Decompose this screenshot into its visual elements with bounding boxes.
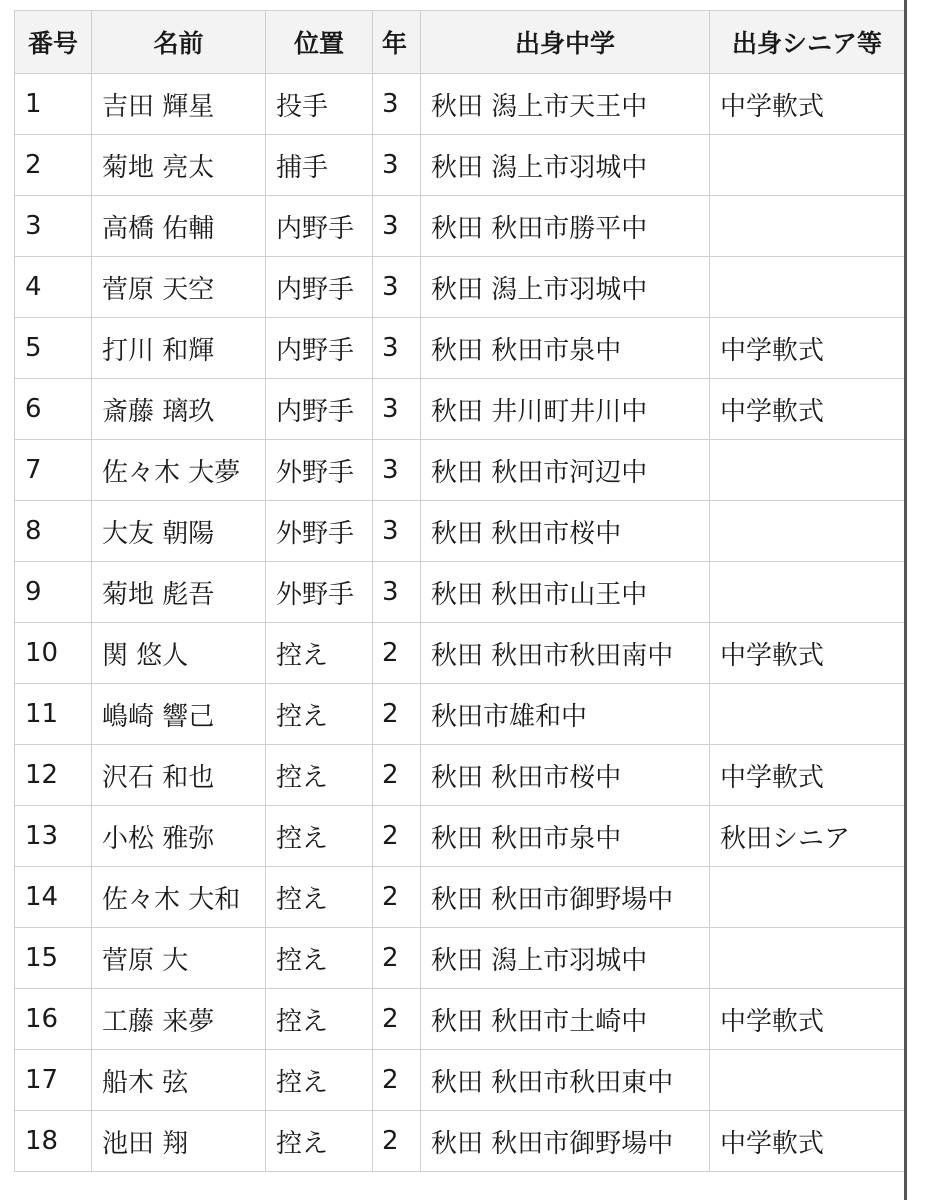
cell-position: 控え [266, 745, 373, 806]
cell-number: 8 [15, 501, 92, 562]
cell-middle-school: 秋田 秋田市泉中 [421, 806, 710, 867]
table-row [15, 74, 905, 135]
cell-position: 控え [266, 1050, 373, 1111]
cell-year: 2 [373, 867, 421, 928]
cell-senior-team [710, 928, 905, 989]
table-row [15, 745, 905, 806]
cell-name: 菊地 彪吾 [92, 562, 266, 623]
header-middle-school: 出身中学 [421, 11, 710, 74]
cell-number: 11 [15, 684, 92, 745]
cell-senior-team: 中学軟式 [710, 379, 905, 440]
table-row [15, 1111, 905, 1172]
cell-name: 佐々木 大和 [92, 867, 266, 928]
cell-position: 控え [266, 684, 373, 745]
cell-position: 外野手 [266, 501, 373, 562]
cell-name: 嶋崎 響己 [92, 684, 266, 745]
header-year: 年 [373, 11, 421, 74]
cell-senior-team [710, 135, 905, 196]
cell-year: 2 [373, 623, 421, 684]
cell-middle-school: 秋田 潟上市羽城中 [421, 135, 710, 196]
cell-name: 関 悠人 [92, 623, 266, 684]
cell-position: 投手 [266, 74, 373, 135]
table-row [15, 928, 905, 989]
cell-number: 2 [15, 135, 92, 196]
cell-middle-school: 秋田 潟上市天王中 [421, 74, 710, 135]
header-senior-team: 出身シニア等 [710, 11, 905, 74]
cell-middle-school: 秋田 秋田市桜中 [421, 501, 710, 562]
cell-number: 16 [15, 989, 92, 1050]
table-row [15, 501, 905, 562]
cell-position: 控え [266, 989, 373, 1050]
table-row [15, 440, 905, 501]
cell-middle-school: 秋田市雄和中 [421, 684, 710, 745]
cell-name: 菅原 大 [92, 928, 266, 989]
cell-senior-team [710, 257, 905, 318]
cell-name: 菅原 天空 [92, 257, 266, 318]
cell-senior-team: 秋田シニア [710, 806, 905, 867]
cell-position: 内野手 [266, 379, 373, 440]
cell-name: 打川 和輝 [92, 318, 266, 379]
cell-senior-team [710, 196, 905, 257]
header-row [15, 11, 905, 74]
cell-middle-school: 秋田 潟上市羽城中 [421, 928, 710, 989]
cell-number: 9 [15, 562, 92, 623]
cell-senior-team [710, 562, 905, 623]
cell-position: 外野手 [266, 440, 373, 501]
table-row [15, 135, 905, 196]
cell-number: 17 [15, 1050, 92, 1111]
cell-name: 池田 翔 [92, 1111, 266, 1172]
cell-year: 2 [373, 1111, 421, 1172]
cell-number: 14 [15, 867, 92, 928]
cell-number: 5 [15, 318, 92, 379]
cell-middle-school: 秋田 潟上市羽城中 [421, 257, 710, 318]
table-row [15, 257, 905, 318]
cell-senior-team [710, 440, 905, 501]
cell-middle-school: 秋田 秋田市御野場中 [421, 1111, 710, 1172]
roster-table-container [14, 10, 904, 1172]
cell-position: 内野手 [266, 196, 373, 257]
cell-name: 工藤 来夢 [92, 989, 266, 1050]
cell-position: 控え [266, 1111, 373, 1172]
cell-name: 大友 朝陽 [92, 501, 266, 562]
cell-senior-team [710, 1050, 905, 1111]
cell-senior-team: 中学軟式 [710, 623, 905, 684]
cell-middle-school: 秋田 井川町井川中 [421, 379, 710, 440]
cell-name: 菊地 亮太 [92, 135, 266, 196]
cell-middle-school: 秋田 秋田市泉中 [421, 318, 710, 379]
cell-name: 高橋 佑輔 [92, 196, 266, 257]
header-number: 番号 [15, 11, 92, 74]
cell-year: 3 [373, 135, 421, 196]
roster-table [14, 10, 905, 1172]
cell-middle-school: 秋田 秋田市秋田南中 [421, 623, 710, 684]
cell-number: 3 [15, 196, 92, 257]
cell-number: 1 [15, 74, 92, 135]
cell-senior-team [710, 684, 905, 745]
cell-number: 13 [15, 806, 92, 867]
roster-body [15, 74, 905, 1172]
cell-year: 3 [373, 562, 421, 623]
cell-position: 控え [266, 623, 373, 684]
cell-position: 外野手 [266, 562, 373, 623]
header-position: 位置 [266, 11, 373, 74]
cell-position: 控え [266, 928, 373, 989]
table-row [15, 867, 905, 928]
table-row [15, 1050, 905, 1111]
cell-senior-team: 中学軟式 [710, 989, 905, 1050]
table-row [15, 562, 905, 623]
cell-year: 2 [373, 806, 421, 867]
cell-name: 沢石 和也 [92, 745, 266, 806]
table-row [15, 806, 905, 867]
cell-year: 3 [373, 440, 421, 501]
cell-senior-team [710, 501, 905, 562]
table-row [15, 318, 905, 379]
cell-year: 2 [373, 928, 421, 989]
cell-year: 3 [373, 74, 421, 135]
table-row [15, 989, 905, 1050]
cell-middle-school: 秋田 秋田市御野場中 [421, 867, 710, 928]
table-row [15, 623, 905, 684]
cell-name: 船木 弦 [92, 1050, 266, 1111]
cell-name: 小松 雅弥 [92, 806, 266, 867]
cell-name: 吉田 輝星 [92, 74, 266, 135]
cell-position: 内野手 [266, 318, 373, 379]
cell-year: 2 [373, 745, 421, 806]
cell-number: 15 [15, 928, 92, 989]
cell-number: 4 [15, 257, 92, 318]
cell-year: 3 [373, 501, 421, 562]
table-row [15, 684, 905, 745]
cell-senior-team: 中学軟式 [710, 745, 905, 806]
cell-middle-school: 秋田 秋田市山王中 [421, 562, 710, 623]
table-row [15, 196, 905, 257]
cell-year: 3 [373, 379, 421, 440]
cell-number: 6 [15, 379, 92, 440]
cell-year: 2 [373, 684, 421, 745]
cell-year: 2 [373, 989, 421, 1050]
cell-number: 18 [15, 1111, 92, 1172]
cell-senior-team: 中学軟式 [710, 318, 905, 379]
cell-senior-team: 中学軟式 [710, 1111, 905, 1172]
cell-year: 3 [373, 257, 421, 318]
table-row [15, 379, 905, 440]
cell-position: 控え [266, 806, 373, 867]
right-border-line [904, 0, 907, 1200]
cell-middle-school: 秋田 秋田市秋田東中 [421, 1050, 710, 1111]
cell-middle-school: 秋田 秋田市河辺中 [421, 440, 710, 501]
cell-number: 7 [15, 440, 92, 501]
cell-year: 3 [373, 318, 421, 379]
cell-senior-team: 中学軟式 [710, 74, 905, 135]
cell-year: 3 [373, 196, 421, 257]
cell-position: 捕手 [266, 135, 373, 196]
cell-year: 2 [373, 1050, 421, 1111]
cell-name: 佐々木 大夢 [92, 440, 266, 501]
cell-middle-school: 秋田 秋田市土崎中 [421, 989, 710, 1050]
cell-senior-team [710, 867, 905, 928]
cell-middle-school: 秋田 秋田市勝平中 [421, 196, 710, 257]
cell-number: 12 [15, 745, 92, 806]
cell-position: 内野手 [266, 257, 373, 318]
header-name: 名前 [92, 11, 266, 74]
cell-position: 控え [266, 867, 373, 928]
cell-middle-school: 秋田 秋田市桜中 [421, 745, 710, 806]
cell-number: 10 [15, 623, 92, 684]
cell-name: 斎藤 璃玖 [92, 379, 266, 440]
